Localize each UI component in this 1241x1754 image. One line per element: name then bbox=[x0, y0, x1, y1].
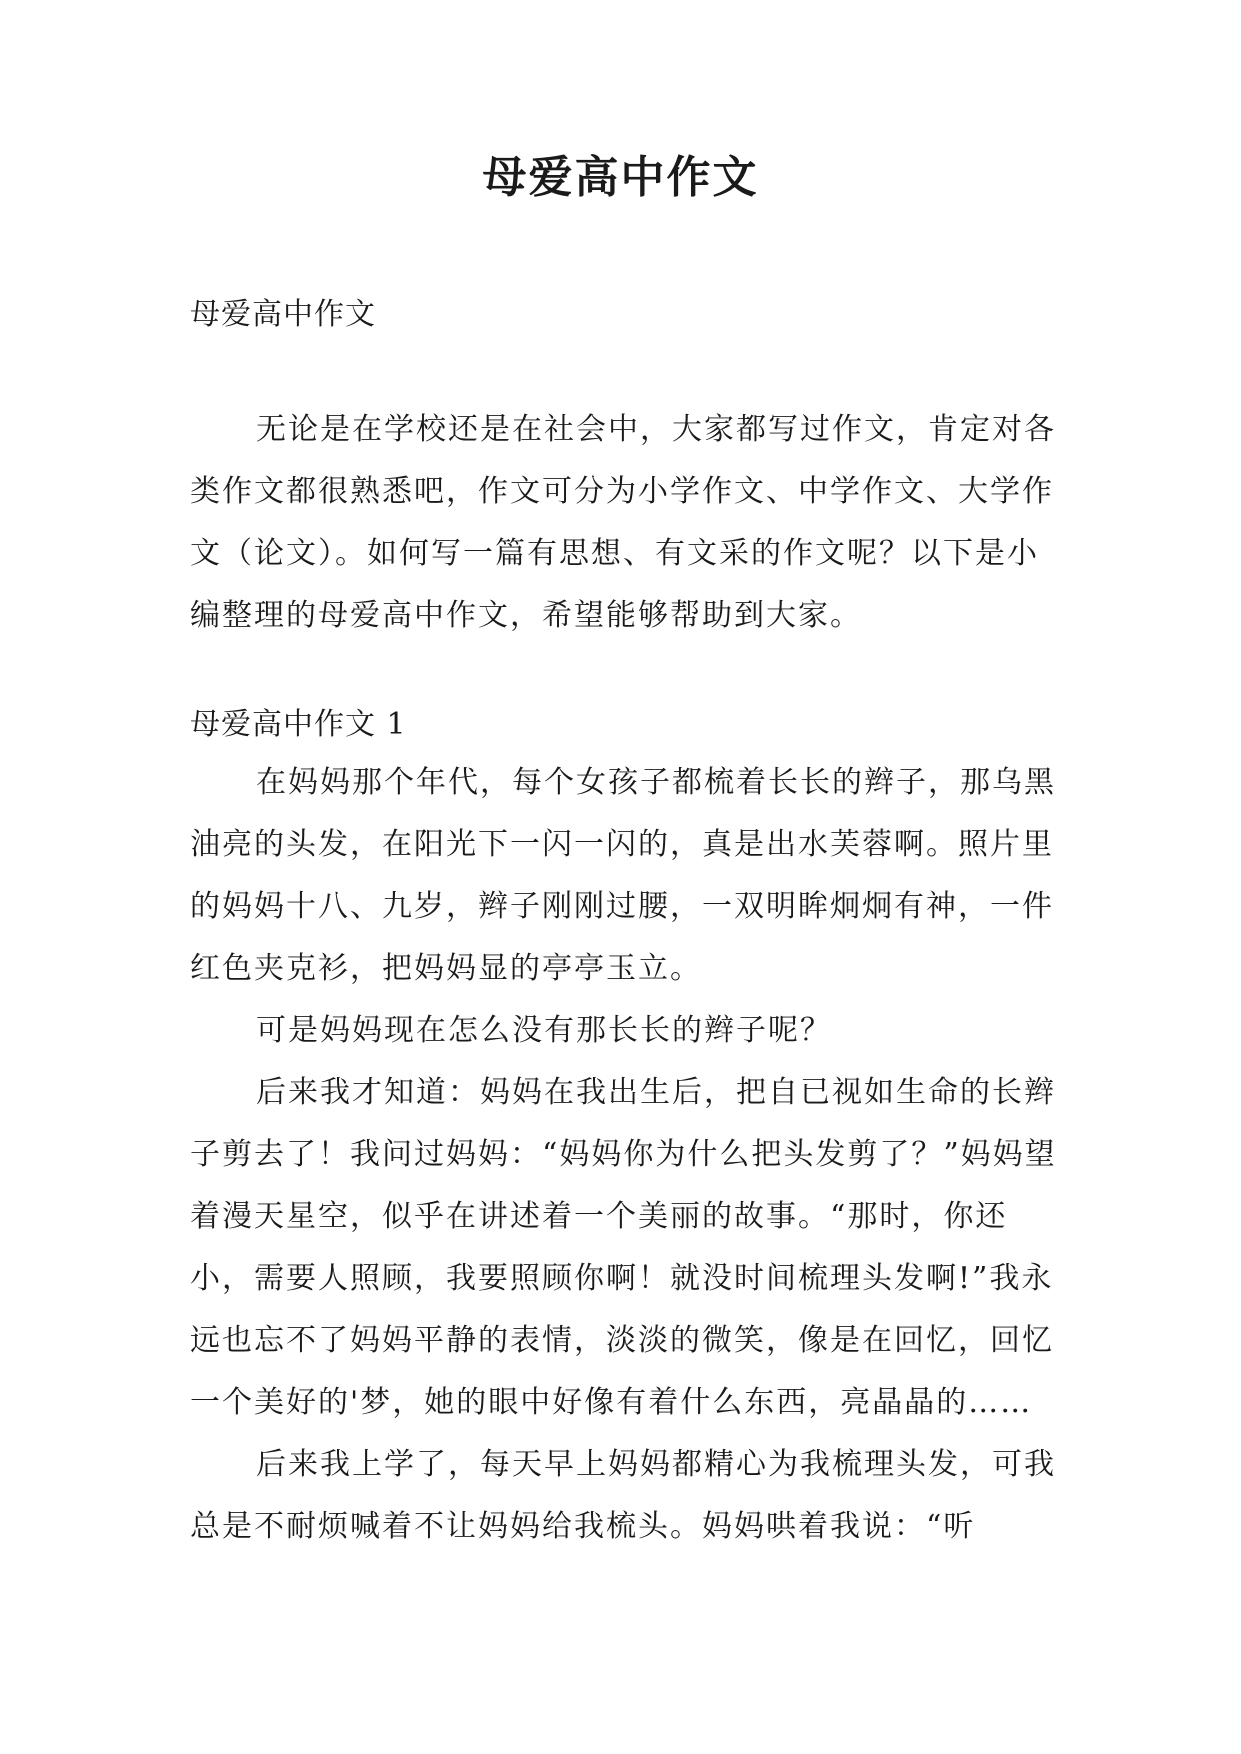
essay-paragraph: 后来我才知道：妈妈在我出生后，把自已视如生命的长辫子剪去了！我问过妈妈：“妈妈你为什么把头发剪了？”妈妈望着漫天星空，似乎在讲述着一个美丽的故事。“那时，你还小，需要人照顾，我要照顾你啊！就没时间梳理头发啊!”我永远也忘不了妈妈平静的表情，淡淡的微笑，像是在回忆，回忆一个美好的'梦，她的眼中好像有着什么东西，亮晶晶的…… bbox=[190, 1075, 1057, 1420]
document-subtitle: 母爱高中作文 bbox=[190, 297, 376, 332]
intro-paragraph: 无论是在学校还是在社会中，大家都写过作文，肯定对各类作文都很熟悉吧，作文可分为小学作文、中学作文、大学作文（论文）。如何写一篇有思想、有文采的作文呢？以下是小编整理的母爱高中作文，希望能够帮助到大家。 bbox=[190, 412, 1056, 633]
document-title: 母爱高中作文 bbox=[482, 152, 759, 203]
essay-paragraph: 后来我上学了，每天早上妈妈都精心为我梳理头发，可我总是不耐烦喊着不让妈妈给我梳头。妈妈哄着我说：“听 bbox=[190, 1447, 1056, 1544]
essay-paragraph: 可是妈妈现在怎么没有那长长的辫子呢？ bbox=[256, 1013, 832, 1048]
section-heading: 母爱高中作文 1 bbox=[190, 707, 407, 742]
essay-paragraph: 在妈妈那个年代，每个女孩子都梳着长长的辫子，那乌黑油亮的头发，在阳光下一闪一闪的，真是出水芙蓉啊。照片里的妈妈十八、九岁，辫子刚刚过腰，一双明眸炯炯有神，一件红色夹克衫，把妈妈显的亭亭玉立。 bbox=[190, 765, 1056, 986]
essay-body bbox=[190, 752, 1068, 1558]
